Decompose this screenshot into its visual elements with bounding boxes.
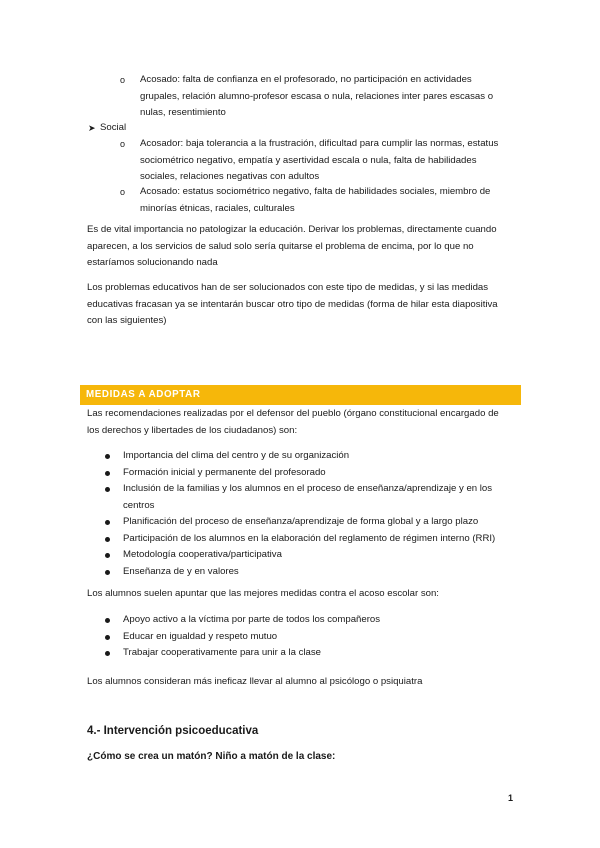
text-line: sociométrico negativo, empatía y asertividad escala o nula, falta de habilidades — [140, 154, 477, 166]
text-line: Acosado: falta de confianza en el profesorado, no participación en actividades — [140, 74, 472, 85]
paragraph-recomendaciones — [87, 406, 515, 439]
list-item-text: Importancia del clima del centro y de su organización — [123, 450, 350, 461]
list-item-text: Enseñanza de y en valores — [123, 565, 239, 577]
sub-bullet-marker: o — [120, 75, 126, 85]
list-item-text: Metodología cooperativa/participativa — [123, 549, 282, 560]
sub-item-acosado-estatus — [140, 184, 515, 217]
list-item-text: Formación inicial y permanente del profesorado — [123, 466, 326, 478]
bullet-dot-icon — [105, 618, 110, 623]
paragraph-patologizar — [87, 222, 515, 272]
text-line: con las siguientes) — [87, 315, 167, 326]
list-item-text: Apoyo activo a la víctima por parte de todos los compañeros — [123, 614, 381, 625]
bullet-dot-icon — [105, 553, 110, 558]
list-item — [87, 547, 517, 564]
text-line: grupales, relación alumno-profesor escasa o nula, relaciones inter pares escasas o — [140, 90, 494, 102]
text-line: educativas fracasan ya se intentarán buscar otro tipo de medidas (forma de hilar esta diapositiva — [87, 298, 498, 310]
list-item — [87, 531, 517, 548]
text-line: Las recomendaciones realizadas por el defensor del pueblo (órgano constitucional encargado de — [87, 408, 499, 419]
list-item-text: Inclusión de la familias y los alumnos en el proceso de enseñanza/aprendizaje y en los — [123, 483, 493, 494]
text-line: Los problemas educativos han de ser solucionados con este tipo de medidas, y si las medidas — [87, 282, 489, 293]
sub-item-acosado-confianza — [140, 72, 515, 122]
text-line: Es de vital importancia no patologizar la educación. Derivar los problemas, directamente cuando — [87, 224, 497, 235]
text-line: Acosador: baja tolerancia a la frustración, dificultad para cumplir las normas, estatus — [140, 138, 499, 149]
paragraph-alumnos-medidas: Los alumnos suelen apuntar que las mejores medidas contra el acoso escolar son: — [87, 588, 439, 599]
text-line: minorías étnicas, raciales, culturales — [140, 202, 295, 214]
list-item — [87, 629, 517, 646]
text-line: aparecen, a los servicios de salud solo sería quitarse el problema de encima, por lo que no — [87, 240, 474, 252]
list-item — [87, 465, 517, 482]
bullet-dot-icon — [105, 454, 110, 459]
list-item-text: Planificación del proceso de enseñanza/aprendizaje de forma global y a largo plazo — [123, 516, 479, 527]
recommendations-list — [87, 448, 517, 580]
bullet-dot-icon — [105, 635, 110, 640]
list-item — [87, 564, 517, 581]
list-item — [87, 448, 517, 465]
page-number: 1 — [508, 793, 514, 803]
list-item — [87, 645, 517, 662]
section-banner — [80, 385, 521, 405]
text-line: nulas, resentimiento — [140, 107, 226, 118]
list-item-text: Educar en igualdad y respeto mutuo — [123, 630, 278, 642]
list-item — [87, 514, 517, 531]
list-item — [87, 481, 517, 514]
section-banner-title: MEDIDAS A ADOPTAR — [86, 389, 201, 400]
social-heading: Social — [100, 122, 127, 133]
list-item-text: centros — [123, 499, 155, 511]
text-line: estaríamos solucionando nada — [87, 257, 218, 268]
sub-item-acosador — [140, 136, 515, 186]
text-line: los derechos y libertades de los ciudadanos) son: — [87, 424, 298, 436]
paragraph-problemas-educativos — [87, 280, 515, 330]
text-line: Acosado: estatus sociométrico negativo, falta de habilidades sociales, miembro de — [140, 186, 491, 197]
arrow-bullet-icon: ➤ — [88, 123, 96, 133]
bullet-dot-icon — [105, 520, 110, 525]
bullet-dot-icon — [105, 651, 110, 656]
bullet-dot-icon — [105, 570, 110, 575]
sub-bullet-marker: o — [120, 187, 126, 197]
bullet-dot-icon — [105, 471, 110, 476]
sub-bullet-marker: o — [120, 139, 126, 149]
section-heading: 4.- Intervención psicoeducativa — [87, 725, 259, 737]
student-measures-list — [87, 612, 517, 662]
subsection-question: ¿Cómo se crea un matón? Niño a matón de la clase: — [87, 751, 336, 762]
bullet-dot-icon — [105, 537, 110, 542]
list-item-text: Participación de los alumnos en la elaboración del reglamento de régimen interno (RRI) — [123, 532, 496, 544]
text-line: sociales, relaciones negativas con adultos — [140, 171, 320, 182]
bullet-dot-icon — [105, 487, 110, 492]
list-item-text: Trabajar cooperativamente para unir a la clase — [123, 647, 322, 658]
paragraph-ineficaz: Los alumnos consideran más ineficaz llevar al alumno al psicólogo o psiquiatra — [87, 676, 423, 687]
list-item — [87, 612, 517, 629]
